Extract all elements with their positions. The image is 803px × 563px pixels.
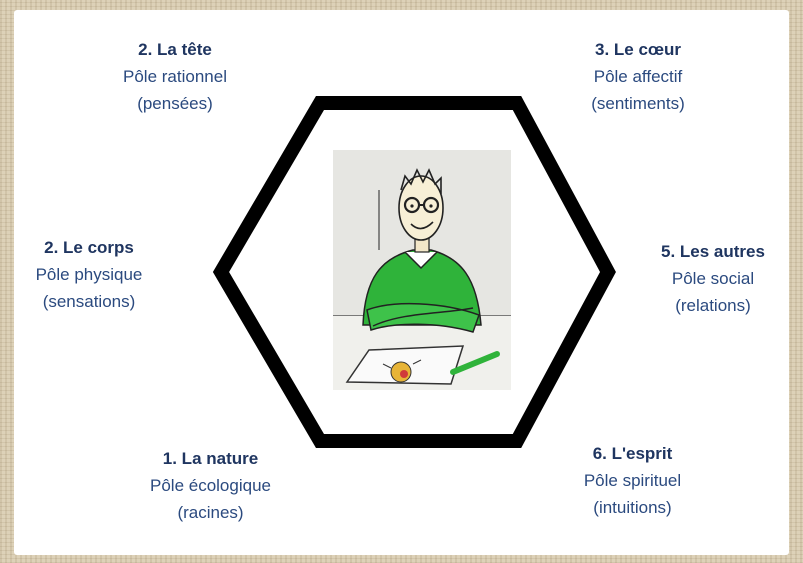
pole-coeur-title: 3. Le cœur <box>595 40 681 59</box>
pole-esprit-sub: (intuitions) <box>593 498 672 517</box>
pole-esprit <box>555 440 710 521</box>
pole-nature <box>128 445 293 526</box>
pole-autres-title: 5. Les autres <box>661 242 765 261</box>
pole-coeur <box>558 36 718 117</box>
pole-tete <box>100 36 250 117</box>
pole-corps-pole: Pôle physique <box>35 265 143 284</box>
pole-corps-sub: (sensations) <box>42 292 136 311</box>
pole-nature-pole: Pôle écologique <box>150 476 271 495</box>
pole-autres-pole: Pôle social <box>671 269 755 288</box>
pole-coeur-pole: Pôle affectif <box>593 67 683 86</box>
pole-corps <box>14 234 164 315</box>
pole-tete-pole: Pôle rationnel <box>123 67 227 86</box>
pole-autres <box>638 238 788 319</box>
pole-nature-title: 1. La nature <box>162 449 259 468</box>
pole-esprit-pole: Pôle spirituel <box>583 471 682 490</box>
pole-tete-title: 2. La tête <box>138 40 212 59</box>
pole-tete-sub: (pensées) <box>137 94 213 113</box>
pole-esprit-title: 6. L'esprit <box>592 444 673 463</box>
pole-nature-sub: (racines) <box>177 503 244 522</box>
pole-corps-title: 2. Le corps <box>44 238 134 257</box>
pole-autres-sub: (relations) <box>675 296 751 315</box>
pole-coeur-sub: (sentiments) <box>591 94 685 113</box>
person-drawing <box>333 150 511 390</box>
